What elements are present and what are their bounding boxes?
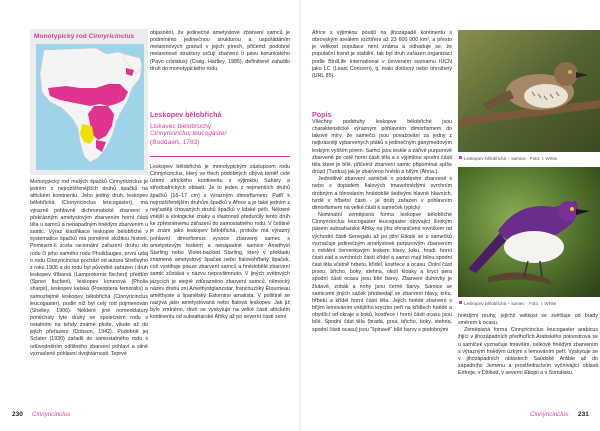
caption-marker-icon [459,301,462,304]
bird-belly [504,231,564,263]
left-column-2-top [150,30,290,73]
page-number-right: 231 [578,411,589,418]
species-latin-name: Cinnyricinclus leucogaster [150,130,227,137]
caption-female-text: Leskopev bělobřichá – samice · Foto: I. White [464,156,558,161]
running-head-right: Cinnyricinclus [530,411,569,418]
section-rule [150,156,290,157]
photo-male [458,167,600,297]
species-slovak-name: Liskavec bielobruchý [150,123,212,130]
bird-belly [524,84,568,108]
right-column-2 [458,313,598,409]
paragraph: Monotypický rod malých špačků Cinnyricinclus je jedním z nejrozšířenějších druhů špačků na africkém kontinentu. Jeho jediný druh, leskopev bělobřichá (Cinnyricinclus leucogaster), má výrazně pohlavně dichromatické zbarvení s překrásným ametystovým zbarvením horní části těla u samců a nenápadným hnědým zbarvením u samic. Výraz klasifikace leskopve bělobřiché v systematice špačků má poměrně složitou historii. Pominem-li zcela racionální zařazení druhu do rodu či jeho samého rodu Pholidauges, první údaj o rodu Cinnyricinclus pochází od autora Shelleyho z roku 1906 a do rodu byl původně zařazen i druh leskopev tříbarvá (Lamprotornis fischeri) předtím (Spreo fischeri), leskopev korunová (Pholia sharpii), leskopev kelská (Poeoptera femoralis) a samozřejmě leskopev bělobřichá (Cinnyricinclus leucogaster), podle níž byl celý rod pojmenován (Shelley, 1906). Některé jiné nomenklatury poněchaly tyto druhy ve společném rodu s ostatními na tehdy známé ploše, všude až do jejich přeřazení (Dobson, 1942). Podobně jej Sclater (1930) zařadil do samostatného rodu s odůvodněním odlišného zbarvení pohlaví a silně vyznačené pohlavní dvojtvárnosti. Teprve [30,179,148,357]
paragraph: Nominátní zeměpisná forma leskopve bělobřiché Cinnyricinclus leucogaster leucogaster obývající širokým pásem subsaharské Afriky na jihu ohraničené rovníkem od východní části Senegalu až po jižní Etiopii se u samečků vyznačuje jedinečným ametystově purpurovým zbarvením s mědění červenkavým leskem hlavy, krku, hrudi, horní části zad a svrchních částí křídel a samci mají bílou spodní část těla včetně hrbetu, křídel, kostřece a ocasu. Dolní část prsou, břicho, boky, stehna, okolí kloaky a kryci pera spodní části ocasu jsou bílé barvy. Zbarvení duhovky je žlutavé, zobák a nohy jsou černé barvy. Samice se samicemi jiných sáček předsedají ve zbarvení hlavy, krku, hřbetu a křídel horní části těla. Jejich hnědé zbarvení s bílým lemováním vnějšího krycího peří na křídlech hnědé a obydlící od okraje a boků, kostřece i horní části ocasu jsou bílé. Spodní část těla (brada, prsa, břicho, boky, stehna, spodní části ocasu) jsou "špinavě" bílé barvy s podobnými [312,212,452,333]
photo-female-image [458,30,600,152]
caption-marker-icon [459,156,462,159]
bird-head [554,62,578,86]
paragraph: Africe s výjimkou pouští na jihozápadě kontinentu s obrovským areálem rozšíření až 23 600 000 km², a přesto je velikost populace není známa a odhaduje se, že populační trend je stabilní, tak byl druh zařazen organizací podle BirdLife International v červeném seznamu IUCN jako LC (Least Concern), tj. málo dotčený nebo ohrožený (URL 85). [312,30,452,79]
bird-eye [570,207,574,211]
photo-female [458,30,600,152]
popis-heading: Popis [312,110,332,119]
page-number-left: 230 [12,411,23,418]
left-column-1 [30,179,148,358]
photo-male-image [458,167,600,297]
paragraph: Všechny poddruhy leskopve bělobřiché jsou charakteristické výrazným pohlavním dimorfismem do takové míry, že samečci jsou považováni za jedny z nejkrásněji vybarvených ptáků s jedinečným ganymedovým lesklým vyšším pírem. Samci jsou leskle a zářivě purpurově zbarvené po celé horní části těla a s výjimkou spodní části těla které je bílé, přičemž zbarvení samic připomínal spíše drozd (Turdus) jak je zbarveno hnědo a bílým (Ahna.). [312,119,452,176]
right-column-1-body [312,119,452,409]
bird-head [558,201,578,221]
paragraph: Jednotlivé zbarvení samiček v podobném zbarvené s nebo s dopadem fialových tmavohnědými svrchním drobným a tónováním hnědobílé šedivými hlavně hlavních, tvrdě v hřbetní části - je druh zařazen v pohlavním dimorfismem na velké části k sameček typický. [312,176,452,211]
paragraph: Leskopev bělobřichá je monotypickým zástupcem rodu Cinnyricinclus, který ve třech podobných obývá téměř celé území afrického kontinentu s výjimkou Sahary a středoafrických oblastí. Je to jeden z nejmenších druhů špačků (16–17 cm) s výrazným dimorfismem. Patří k nejrozšířenějším druhům špačků v Africe a je také jedním z nejčastěji chovaných druhů špačků v lidské péči. Některé vnější a etologické znaky a vlastnosti předurčily tento druh ke zpřesněnému zařazení do samostatného rodu. V češtině je znám jako leskopev bělobřichá, protože má výrazný pohlavní dimorfismus vysoce zbarvený samec s ametystovým leskem a nenápadné samice Amethyst Starling nebo Violet-backed Starling, který v překladu znamená ametystový špaček nebo fialovohřbetý špaček, což vystihuje pouze zbarvení samců a hnědobělé zbarvení samic zůstává v názvu nepovšimnuto. V jiných světových jazycích je stejně zdůrazněno zbarvení samců, německý název druhu zní Amethystglanzstar, francouzský Étourneau améthyste a španělský Estornino amatista. V polštině se nazývá jako ametystovaná nebo fialová leskopev. Jak již bylo zmíněno, druh se vyskytuje na velké části africkém kontinentu od subsaharské Afriky až po severní části zemí [150,164,290,321]
species-authority: (Boddaert, 1783) [150,139,200,146]
caption-female [459,156,557,162]
right-column-1-top [312,30,452,80]
paragraph: hnědými pruhy, jejichž velikost se zvětšuje od brady směrem k ocasu. [458,313,598,327]
gutter [299,0,301,431]
bird-eye [568,70,572,74]
left-column-2-body [150,164,290,321]
species-heading: Leskopev bělobřichá [150,110,222,119]
paragraph: Zeměpisná forma Cinnyricinclus leucogaster arabicus žijící v jihozápadních předhořích Arabského poloostrova se u samiček vyznačuje tmavším, celkově hnědým zbarvením s výrazným hnědým úzkým s lemováním peří. Vyskytuje se v jihozápadních oblastech Saúdské Arábie až do západního Jemenu a prostřednictvím vyčnívající oblasti Eritreje, v Džibutí, v severní Etiopii a v Somálsku. [458,327,598,377]
sidebox-title-prefix: Monotypický rod [34,33,89,40]
paragraph: objasnění, že jedinečné ametystové zbarvení samců je podmíněno jedinečnou strukturou a uspořádáním melaninových granulí v jejich pírech, přičemž podobné melaninové struktury určují zbarvení u pávu korunkatého (Pavo cristatus) (Craig, Hartley, 1985), definitivně zařadilo druh do monotypického rodu. [150,30,290,72]
caption-male-text: Leskopev bělobřichá – samec · Foto: I. White [464,301,557,306]
sidebox-title-genus: Cinnyricinclus [88,33,135,40]
caption-male [459,301,556,307]
running-head-left: Cinnyricinclus [32,411,71,418]
sidebox-title [34,33,134,40]
distribution-map [36,44,144,170]
